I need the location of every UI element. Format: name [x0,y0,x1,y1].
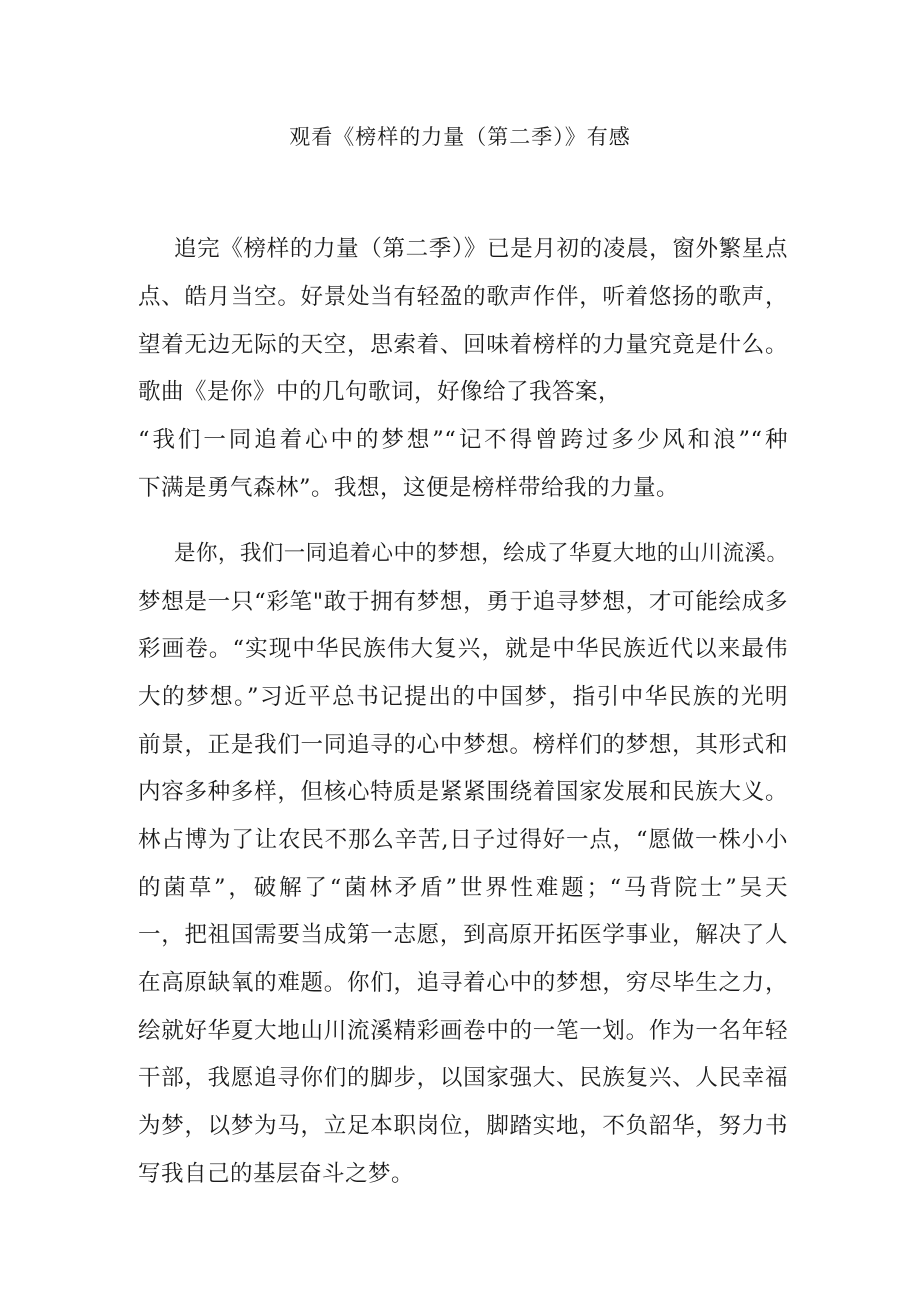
document-title: 观看《榜样的力量（第二季）》有感 [289,125,631,149]
paragraph-2-line-13: 为梦，以梦为马，立足本职岗位，脚踏实地，不负韶华，努力书 [138,1113,788,1139]
paragraph-2-line-11: 绘就好华夏大地山川流溪精彩画卷中的一笔一划。作为一名年轻 [138,1018,788,1044]
paragraph-1-line-1: 追完《榜样的力量（第二季）》已是月初的凌晨，窗外繁星点 [174,236,788,262]
paragraph-1-line-2: 点、皓月当空。好景处当有轻盈的歌声作伴，听着悠扬的歌声， [138,284,788,310]
paragraph-2-line-2: 梦想是一只“彩笔"敢于拥有梦想，勇于追寻梦想，才可能绘成多 [138,589,788,615]
paragraph-2-line-10: 在高原缺氧的难题。你们，追寻着心中的梦想，穷尽毕生之力， [138,970,788,996]
paragraph-2-line-3: 彩画卷。“实现中华民族伟大复兴，就是中华民族近代以来最伟 [138,636,788,662]
paragraph-1-line-5: “我们一同追着心中的梦想”“记不得曾跨过多少风和浪”“种 [138,427,788,453]
paragraph-2-line-6: 内容多种多样，但核心特质是紧紧围绕着国家发展和民族大义。 [138,779,788,805]
paragraph-2-line-12: 干部，我愿追寻你们的脚步，以国家强大、民族复兴、人民幸福 [138,1065,788,1091]
paragraph-2-line-4: 大的梦想。”习近平总书记提出的中国梦，指引中华民族的光明 [138,684,788,710]
paragraph-2-line-5: 前景，正是我们一同追寻的心中梦想。榜样们的梦想，其形式和 [138,732,788,758]
paragraph-2-line-1: 是你，我们一同追着心中的梦想，绘成了华夏大地的山川流溪。 [174,541,788,566]
paragraph-1-line-4: 歌曲《是你》中的几句歌词，好像给了我答案， [138,379,622,405]
paragraph-1-line-6: 下满是勇气森林”。我想，这便是榜样带给我的力量。 [138,475,680,501]
paragraph-2-line-9: 一，把祖国需要当成第一志愿，到高原开拓医学事业，解决了人 [138,922,788,948]
paragraph-2-line-14: 写我自己的基层奋斗之梦。 [138,1161,415,1187]
paragraph-2-line-8: 的菌草”，破解了“菌林矛盾”世界性难题；“马背院士”吴天 [138,875,788,901]
paragraph-1-line-3: 望着无边无际的天空，思索着、回味着榜样的力量究竟是什么。 [138,332,788,358]
paragraph-2-line-7: 林占博为了让农民不那么辛苦,日子过得好一点，“愿做一株小小 [138,827,788,853]
